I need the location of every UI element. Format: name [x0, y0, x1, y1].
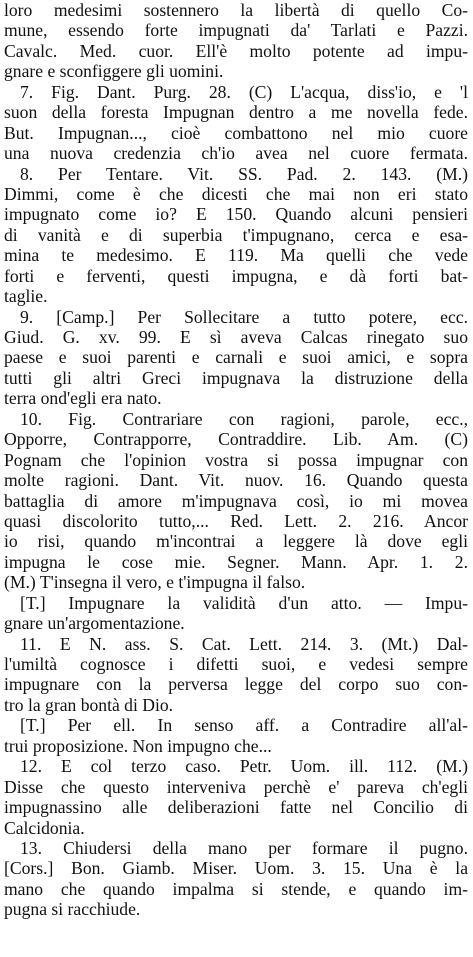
- text-line: battaglia di amore m'impugnava così, io mi movea: [4, 490, 468, 511]
- text-line: tutti gli altri Greci impugnava la distruzione della: [4, 367, 468, 388]
- text-line: gnare un'argomentazione.: [4, 613, 185, 634]
- dictionary-text: [4, 0, 468, 920]
- text-line: impugna le cose mie. Segner. Mann. Apr. 1. 2.: [4, 551, 468, 572]
- text-line: l'umiltà cognosce i difetti suoi, e vedesi sempre: [4, 654, 468, 674]
- text-line: una nuova credenzia ch'io avea nel cuore fermata.: [4, 143, 468, 164]
- text-line: (M.) T'insegna il vero, e t'impugna il falso.: [4, 572, 306, 593]
- text-line: Giud. G. xv. 99. E sì aveva Calcas rinegato suo: [4, 327, 468, 347]
- text-line: Calcidonia.: [4, 817, 85, 838]
- text-line: Opporre, Contrapporre, Contraddire. Lib. Am. (C): [4, 429, 468, 450]
- text-line: tro la gran bontà di Dio.: [4, 694, 174, 715]
- text-line: 7. Fig. Dant. Purg. 28. (C) L'acqua, diss'io, e 'l: [20, 81, 468, 102]
- text-line: [Cors.] Bon. Giamb. Miser. Uom. 3. 15. Una è la: [4, 858, 468, 879]
- text-line: taglie.: [4, 286, 48, 307]
- text-line: trui proposizione. Non impugno che...: [4, 735, 272, 756]
- text-line: Cavalc. Med. cuor. Ell'è molto potente ad impu-: [4, 40, 468, 61]
- text-line: suon della foresta Impugnan dentro a me novella fede.: [4, 102, 468, 123]
- text-line: mano che quando impalma si stende, e quando im-: [4, 878, 468, 899]
- text-line: loro medesimi sostennero la libertà di quello Co-: [4, 0, 468, 20]
- text-line: 12. E col terzo caso. Petr. Uom. ill. 112. (M.): [20, 756, 468, 777]
- text-line: gnare e sconfiggere gli uomini.: [4, 61, 224, 82]
- text-line: Pognam che l'opinion vostra si possa impugnar con: [4, 449, 468, 470]
- text-line: 11. E N. ass. S. Cat. Lett. 214. 3. (Mt.) Dal-: [20, 633, 468, 654]
- text-line: [T.] Per ell. In senso aff. a Contradire all'al-: [20, 715, 468, 736]
- text-line: forti e ferventi, questi impugna, e dà forti bat-: [4, 265, 468, 286]
- text-line: Disse che questo interveniva perchè e' pareva ch'egli: [4, 776, 468, 797]
- text-line: mune, essendo forte impugnati da' Tarlati e Pazzi.: [4, 20, 468, 41]
- text-line: pugna si racchiude.: [4, 899, 141, 920]
- text-line: terra ond'egli era nato.: [4, 388, 162, 409]
- text-line: impugnassino alle deliberazioni fatte nel Concilio di: [4, 797, 468, 818]
- text-line: 13. Chiudersi della mano per formare il pugno.: [20, 837, 468, 858]
- text-line: paese e suoi parenti e carnali e suoi amici, e sopra: [4, 347, 468, 368]
- text-line: But. Impugnan..., cioè combattono nel mio cuore: [4, 122, 468, 143]
- text-line: quasi discolorito tutto,... Red. Lett. 2. 216. Ancor: [4, 510, 468, 531]
- text-line: io risi, quando m'incontrai a leggere là dove egli: [4, 531, 468, 552]
- text-line: impugnato come io? E 150. Quando alcuni pensieri: [4, 204, 468, 225]
- text-line: impugnare con la perversa legge del corpo suo con-: [4, 674, 468, 695]
- text-line: di vanità e di superbia t'impugnano, cerca e esa-: [4, 224, 468, 245]
- text-line: 9. [Camp.] Per Sollecitare a tutto potere, ecc.: [20, 306, 468, 327]
- text-line: 10. Fig. Contrariare con ragioni, parole, ecc.,: [20, 408, 468, 429]
- text-line: [T.] Impugnare la validità d'un atto. — Impu-: [20, 592, 468, 613]
- text-line: Dimmi, come è che dicesti che mai non eri stato: [4, 183, 468, 204]
- text-line: 8. Per Tentare. Vit. SS. Pad. 2. 143. (M.): [20, 163, 468, 184]
- text-line: molte ragioni. Dant. Vit. nuov. 16. Quando questa: [4, 470, 468, 491]
- text-line: mina te medesimo. E 119. Ma quelli che vede: [4, 245, 468, 266]
